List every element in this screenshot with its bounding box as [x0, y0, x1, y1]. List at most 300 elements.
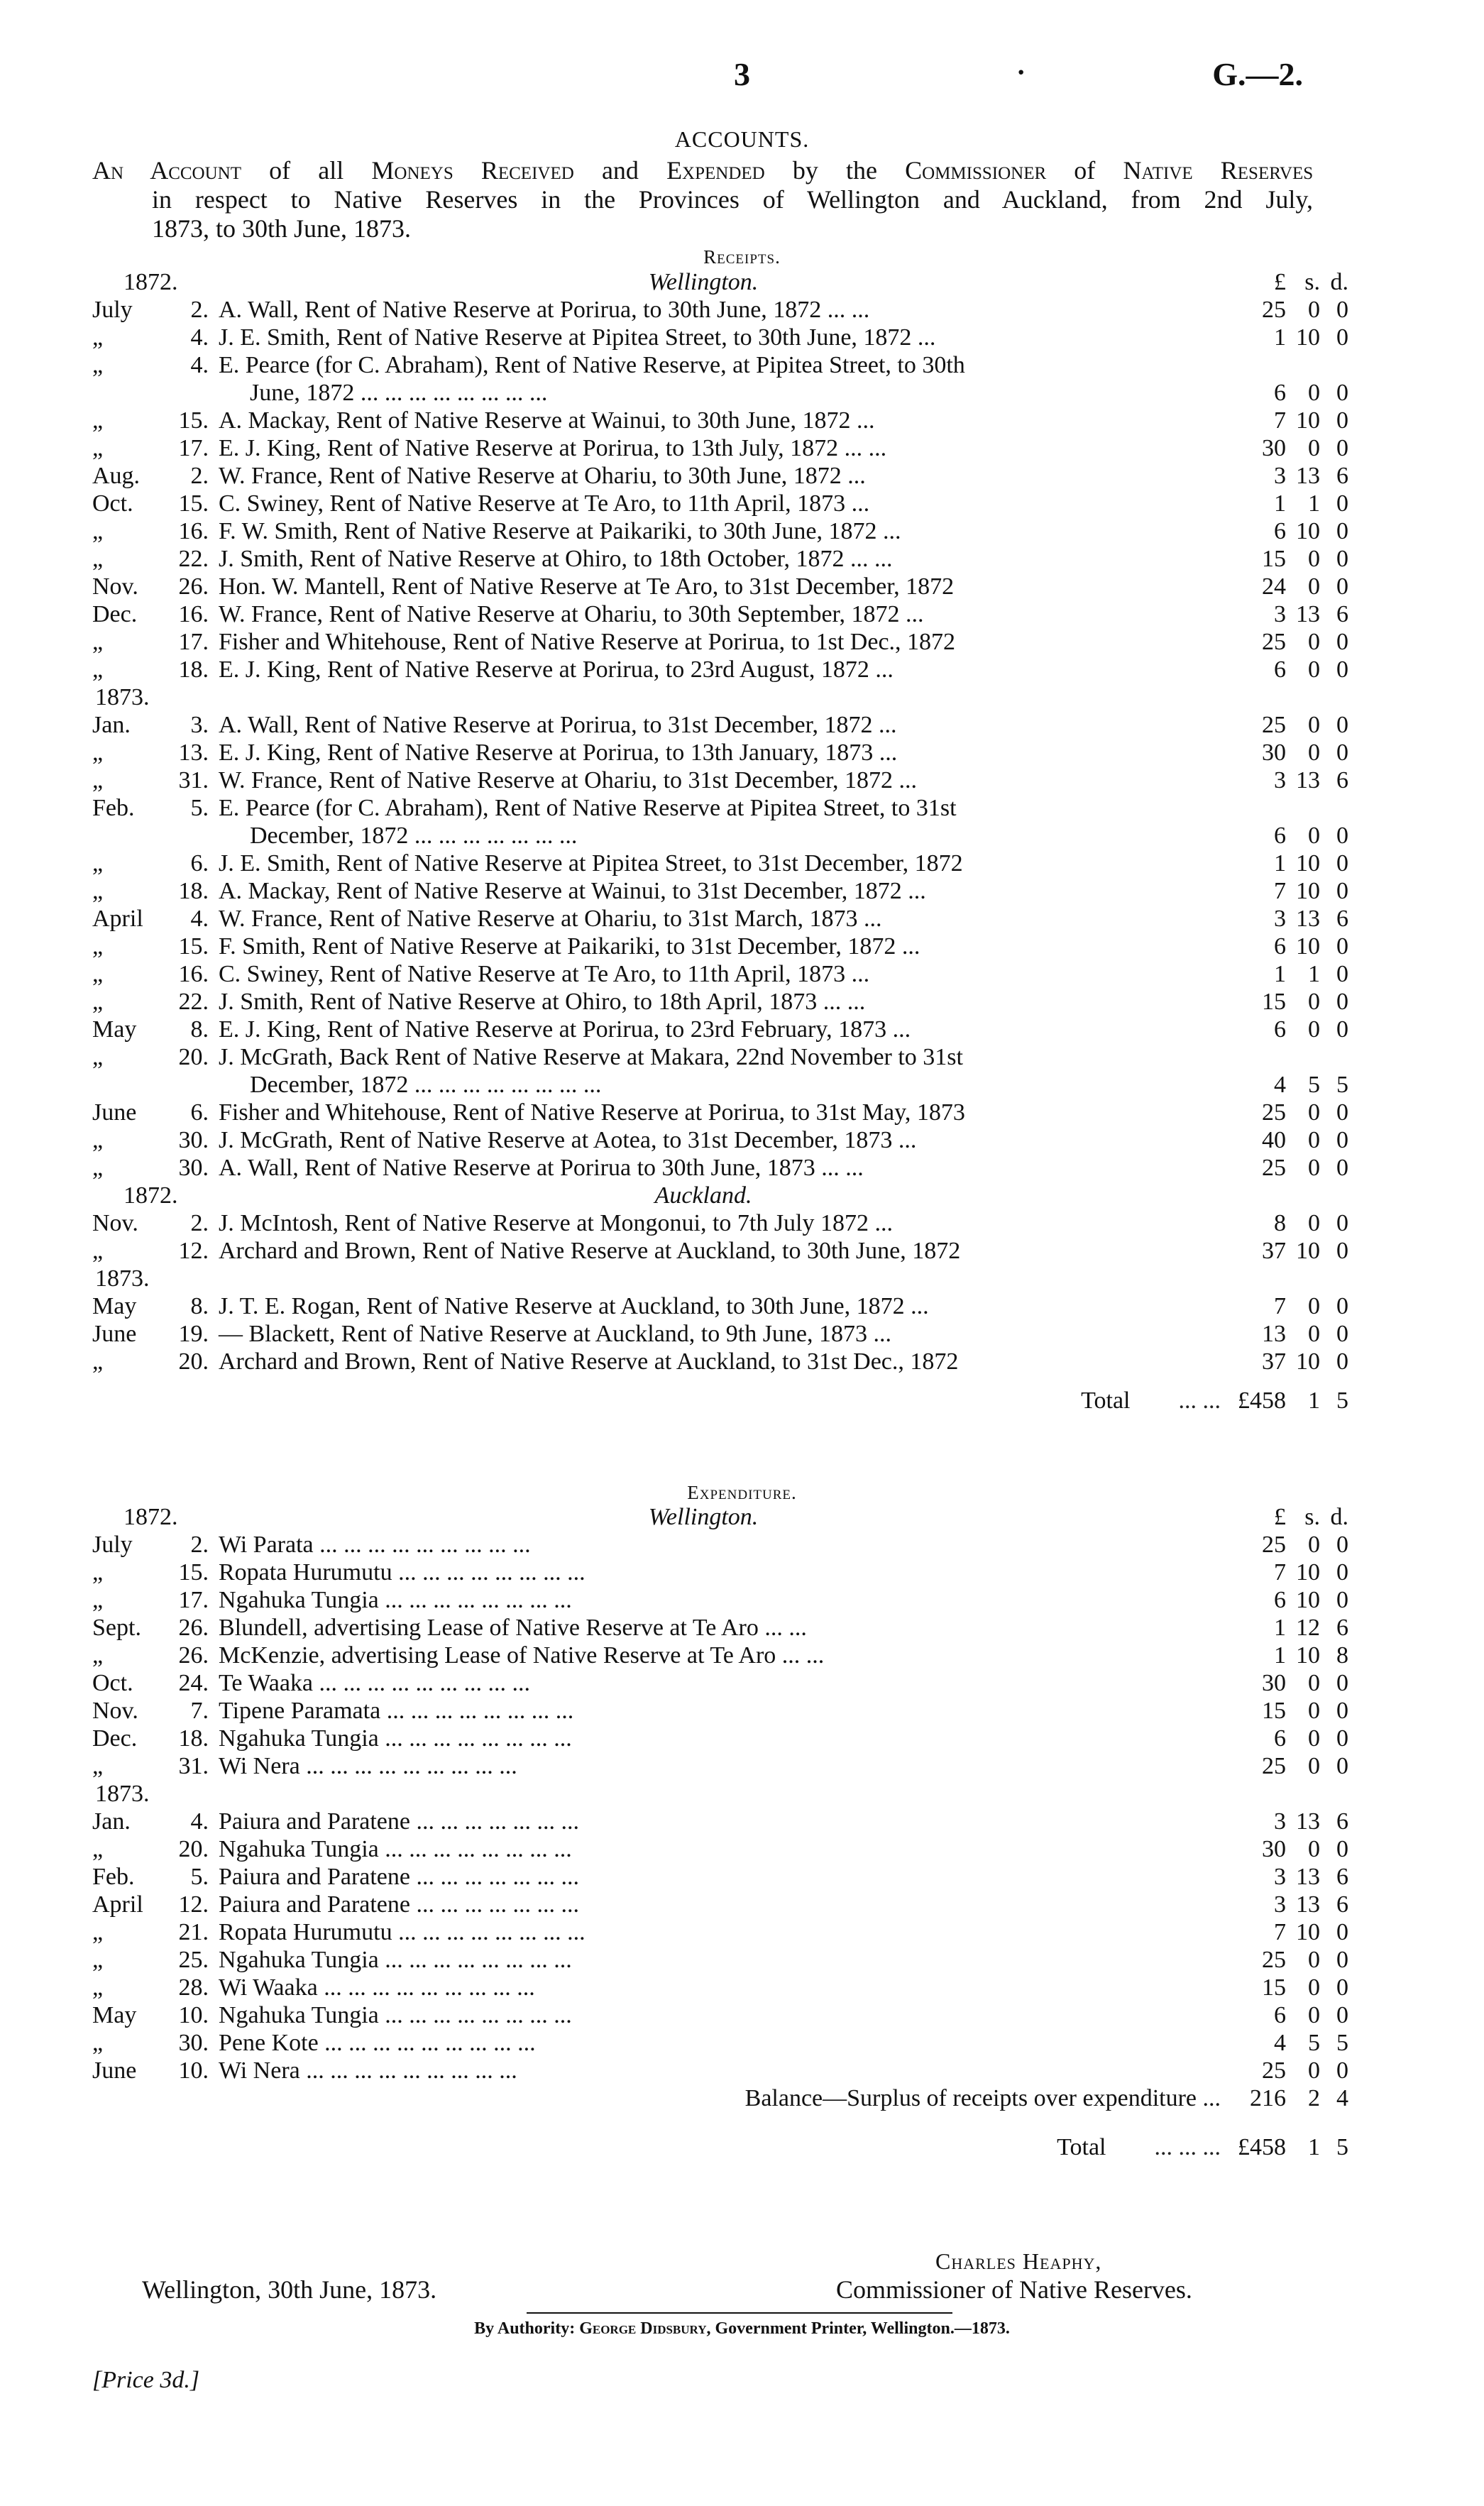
entry-pounds: 1 [1274, 961, 1286, 987]
entry-day: 6. [190, 850, 209, 876]
ledger-row [92, 1237, 1348, 1265]
entry-pounds: 3 [1274, 906, 1286, 932]
entry-description-line: W. France, Rent of Native Reserve at Ohariu, to 30th September, 1872 ... [219, 601, 924, 627]
entry-pence: 0 [1336, 1210, 1348, 1236]
entry-pounds: 37 [1262, 1238, 1286, 1264]
entry-day: 12. [178, 1238, 209, 1264]
entry-day: 17. [178, 629, 209, 655]
entry-pence: 0 [1336, 712, 1348, 738]
ledger-row [92, 1835, 1348, 1863]
entry-description [219, 1974, 1221, 2001]
ledger-row [92, 988, 1348, 1016]
expenditure-total-label: Total [1057, 2134, 1106, 2160]
entry-description-line: Te Waaka ... ... ... ... ... ... ... ... ... [219, 1670, 531, 1696]
entry-description-line: Fisher and Whitehouse, Rent of Native Reserve at Porirua, to 1st Dec., 1872 [219, 629, 956, 655]
entry-description-line: Pene Kote ... ... ... ... ... ... ... ... ... [219, 2030, 536, 2056]
receipts-year-1873: 1873. [95, 684, 150, 710]
entry-pence: 0 [1336, 933, 1348, 960]
entry-month: „ [92, 1559, 104, 1586]
entry-day: 20. [178, 1348, 209, 1375]
ledger-row [92, 296, 1348, 324]
entry-description-line: J. McGrath, Back Rent of Native Reserve at Makara, 22nd November to 31st [219, 1044, 963, 1070]
entry-description-line: Ngahuka Tungia ... ... ... ... ... ... ... ... [219, 1725, 572, 1752]
entry-day: 26. [178, 1642, 209, 1669]
entry-pence: 0 [1336, 1127, 1348, 1153]
entry-day: 7. [190, 1698, 209, 1724]
intro-line-2: in respect to Native Reserves in the Provinces of Wellington and Auckland, from 2nd July, [152, 185, 1313, 214]
entry-day: 18. [178, 1725, 209, 1752]
entry-shillings: 13 [1296, 601, 1320, 627]
entry-month: „ [92, 2030, 104, 2056]
entry-pounds: 30 [1262, 740, 1286, 766]
entry-shillings: 13 [1296, 906, 1320, 932]
entry-month: July [92, 297, 133, 323]
signatory-name: Charles Heaphy, [935, 2248, 1102, 2274]
entry-pounds: 15 [1262, 1698, 1286, 1724]
entry-shillings: 0 [1308, 712, 1320, 738]
ledger-row [92, 711, 1348, 739]
entry-description [219, 1320, 1221, 1348]
entry-description-line: J. E. Smith, Rent of Native Reserve at Pipitea Street, to 31st December, 1872 [219, 850, 963, 876]
expenditure-total-pence: 5 [1336, 2134, 1348, 2160]
entry-month: „ [92, 1238, 104, 1264]
receipts-total-shillings: 1 [1308, 1387, 1320, 1414]
entry-month: „ [92, 546, 104, 572]
entry-description-line: E. Pearce (for C. Abraham), Rent of Native Reserve at Pipitea Street, to 31st [219, 795, 957, 821]
entry-description-line: Ngahuka Tungia ... ... ... ... ... ... ... ... [219, 1947, 572, 1973]
entry-description-line: F. Smith, Rent of Native Reserve at Paikariki, to 31st December, 1872 ... [219, 933, 920, 960]
entry-pounds: 1 [1274, 1615, 1286, 1641]
entry-description-line: A. Wall, Rent of Native Reserve at Porirua to 30th June, 1873 ... ... [219, 1155, 864, 1181]
entry-shillings: 0 [1308, 1127, 1320, 1153]
entry-description [219, 1531, 1221, 1559]
entry-description-line: Tipene Paramata ... ... ... ... ... ... ... ... [219, 1698, 574, 1724]
entry-pence: 0 [1336, 1238, 1348, 1264]
entry-month: „ [92, 740, 104, 766]
receipts-heading: Receipts. [703, 246, 781, 268]
entry-pounds: 30 [1262, 1670, 1286, 1696]
entry-description [219, 434, 1221, 462]
ledger-row [92, 1348, 1348, 1375]
receipts-total-pounds: £458 [1238, 1387, 1286, 1414]
entry-shillings: 10 [1296, 518, 1320, 544]
entry-shillings: 10 [1296, 1559, 1320, 1586]
ledger-row [92, 1697, 1348, 1725]
entry-pence: 0 [1336, 407, 1348, 434]
entry-pence: 5 [1336, 2030, 1348, 2056]
receipts-total-row: Total ... ... £458 1 5 [92, 1381, 1314, 1421]
entry-day: 16. [178, 601, 209, 627]
entry-month: „ [92, 1642, 104, 1669]
entry-pence: 0 [1336, 1670, 1348, 1696]
entry-pence: 0 [1336, 740, 1348, 766]
entry-day: 2. [190, 1210, 209, 1236]
entry-day: 24. [178, 1670, 209, 1696]
entry-day: 2. [190, 297, 209, 323]
entry-pence: 0 [1336, 878, 1348, 904]
entry-pounds: 15 [1262, 989, 1286, 1015]
entry-pounds: 6 [1274, 1016, 1286, 1043]
entry-description [219, 711, 1221, 739]
receipts-wellington-1873 [92, 711, 1348, 1182]
entry-description [219, 351, 1221, 407]
entry-month: „ [92, 352, 104, 378]
entry-shillings: 0 [1308, 1725, 1320, 1752]
entry-description [219, 1946, 1221, 1974]
entry-pounds: 25 [1262, 712, 1286, 738]
entry-description [219, 407, 1221, 434]
entry-pounds: 1 [1274, 850, 1286, 876]
entry-pence: 0 [1336, 961, 1348, 987]
entry-description-line: J. Smith, Rent of Native Reserve at Ohiro, to 18th April, 1873 ... ... [219, 989, 866, 1015]
entry-pounds: 25 [1262, 2057, 1286, 2084]
entry-pence: 0 [1336, 1293, 1348, 1319]
entry-shillings: 0 [1308, 1099, 1320, 1126]
entry-day: 8. [190, 1016, 209, 1043]
ledger-row [92, 490, 1348, 517]
entry-pounds: 6 [1274, 2002, 1286, 2028]
entry-shillings: 0 [1308, 1210, 1320, 1236]
entry-shillings: 0 [1308, 1155, 1320, 1181]
entry-shillings: 10 [1296, 1238, 1320, 1264]
entry-shillings: 1 [1308, 961, 1320, 987]
entry-pounds: 13 [1262, 1321, 1286, 1347]
entry-description-line: J. Smith, Rent of Native Reserve at Ohiro, to 18th October, 1872 ... ... [219, 546, 893, 572]
entry-pounds: 30 [1262, 435, 1286, 461]
receipts-auckland-header: 1872. Auckland. [123, 1182, 752, 1209]
entry-description [219, 1835, 1221, 1863]
entry-day: 18. [178, 878, 209, 904]
entry-day: 22. [178, 989, 209, 1015]
entry-month: June [92, 1321, 137, 1347]
entry-month: Jan. [92, 712, 131, 738]
entry-shillings: 0 [1308, 1016, 1320, 1043]
entry-description-line: C. Swiney, Rent of Native Reserve at Te Aro, to 11th April, 1873 ... [219, 490, 870, 517]
entry-pounds: 6 [1274, 1725, 1286, 1752]
entry-day: 31. [178, 1753, 209, 1779]
entry-day: 20. [178, 1836, 209, 1862]
ledger-row [92, 1209, 1348, 1237]
entry-day: 4. [190, 352, 209, 378]
entry-shillings: 10 [1296, 1587, 1320, 1613]
entry-month: Nov. [92, 1210, 138, 1236]
entry-shillings: 0 [1308, 629, 1320, 655]
entry-pounds: 37 [1262, 1348, 1286, 1375]
entry-pence: 0 [1336, 1753, 1348, 1779]
entry-shillings: 13 [1296, 1864, 1320, 1890]
intro-line-1: An Account of all Moneys Received and Expended by the Commissioner of Native Reserves [92, 156, 1314, 185]
entry-description [219, 1099, 1221, 1126]
balance-shillings: 2 [1308, 2085, 1320, 2111]
balance-pence: 4 [1336, 2085, 1348, 2111]
entry-pence: 0 [1336, 1836, 1348, 1862]
entry-day: 15. [178, 407, 209, 434]
entry-day: 18. [178, 656, 209, 683]
entry-pence: 0 [1336, 1348, 1348, 1375]
entry-description [219, 1292, 1221, 1320]
printer-authority: By Authority: George Didsbury, Government Printer, Wellington.—1873. [474, 2319, 1010, 2338]
entry-month: June [92, 1099, 137, 1126]
entry-description [219, 2029, 1221, 2057]
entry-month: Aug. [92, 463, 141, 489]
ledger-row [92, 1154, 1348, 1182]
entry-day: 15. [178, 490, 209, 517]
entry-shillings: 1 [1308, 490, 1320, 517]
entry-month: May [92, 1016, 137, 1043]
entry-day: 4. [190, 1808, 209, 1835]
entry-pence: 0 [1336, 1559, 1348, 1586]
entry-day: 26. [178, 573, 209, 600]
entry-description-line: A. Wall, Rent of Native Reserve at Porirua, to 31st December, 1872 ... [219, 712, 897, 738]
entry-day: 28. [178, 1974, 209, 2001]
entry-day: 20. [178, 1044, 209, 1070]
entry-shillings: 10 [1296, 850, 1320, 876]
entry-description-line: W. France, Rent of Native Reserve at Ohariu, to 30th June, 1872 ... [219, 463, 866, 489]
ledger-row [92, 1974, 1348, 2001]
entry-day: 5. [190, 1864, 209, 1890]
entry-description [219, 1348, 1221, 1375]
entry-description-line: A. Mackay, Rent of Native Reserve at Wainui, to 31st December, 1872 ... [219, 878, 926, 904]
entry-pounds: 1 [1274, 324, 1286, 351]
entry-description [219, 1016, 1221, 1043]
ledger-row [92, 545, 1348, 573]
footer-rule [527, 2312, 952, 2314]
entry-description-line: Hon. W. Mantell, Rent of Native Reserve at Te Aro, to 31st December, 1872 [219, 573, 955, 600]
entry-pounds: 3 [1274, 1864, 1286, 1890]
entry-month: „ [92, 1753, 104, 1779]
entry-pence: 0 [1336, 518, 1348, 544]
page-number: 3 [734, 56, 750, 92]
entry-description [219, 1043, 1221, 1099]
expenditure-total-row: Total ... ... ... £458 1 5 [92, 2128, 1314, 2167]
entry-day: 2. [190, 463, 209, 489]
entry-description-line: Archard and Brown, Rent of Native Reserve at Auckland, to 30th June, 1872 [219, 1238, 961, 1264]
entry-day: 19. [178, 1321, 209, 1347]
entry-month: „ [92, 850, 104, 876]
entry-month: „ [92, 1155, 104, 1181]
entry-day: 10. [178, 2057, 209, 2084]
entry-day: 8. [190, 1293, 209, 1319]
balance-pounds: 216 [1250, 2085, 1286, 2111]
entry-pounds: 25 [1262, 1155, 1286, 1181]
ledger-row [92, 2029, 1348, 2057]
expenditure-heading: Expenditure. [687, 1482, 797, 1503]
entry-day: 31. [178, 767, 209, 793]
entry-month: April [92, 906, 143, 932]
entry-pounds: 7 [1274, 878, 1286, 904]
entry-month: Nov. [92, 573, 138, 600]
entry-day: 15. [178, 1559, 209, 1586]
entry-description [219, 850, 1221, 877]
ledger-row [92, 628, 1348, 656]
entry-pounds: 1 [1274, 490, 1286, 517]
entry-description [219, 1614, 1221, 1642]
ledger-row [92, 1586, 1348, 1614]
document-title: ACCOUNTS. [674, 126, 810, 152]
entry-pounds: 3 [1274, 767, 1286, 793]
entry-description-continuation: December, 1872 ... ... ... ... ... ... ... [250, 823, 578, 849]
entry-description [219, 1697, 1221, 1725]
entry-shillings: 10 [1296, 1348, 1320, 1375]
entry-pence: 0 [1336, 435, 1348, 461]
entry-pounds: 6 [1274, 656, 1286, 683]
entry-description [219, 1559, 1221, 1586]
entry-shillings: 0 [1308, 546, 1320, 572]
receipts-total-pence: 5 [1336, 1387, 1348, 1414]
entry-description [219, 739, 1221, 766]
entry-description [219, 545, 1221, 573]
ledger-row [92, 462, 1348, 490]
entry-description [219, 1209, 1221, 1237]
entry-description [219, 960, 1221, 988]
entry-description-line: Paiura and Paratene ... ... ... ... ... ... ... [219, 1808, 579, 1835]
entry-description-line: A. Mackay, Rent of Native Reserve at Wainui, to 30th June, 1872 ... [219, 407, 875, 434]
entry-description [219, 905, 1221, 933]
entry-pounds: 6 [1274, 380, 1286, 406]
entry-description-line: — Blackett, Rent of Native Reserve at Auckland, to 9th June, 1873 ... [219, 1321, 892, 1347]
ledger-row [92, 656, 1348, 683]
entry-description-line: Paiura and Paratene ... ... ... ... ... ... ... [219, 1891, 579, 1918]
entry-pence: 0 [1336, 2057, 1348, 2084]
entry-day: 13. [178, 740, 209, 766]
entry-description-line: J. T. E. Rogan, Rent of Native Reserve at Auckland, to 30th June, 1872 ... [219, 1293, 929, 1319]
ledger-row [92, 1099, 1348, 1126]
entry-pence: 0 [1336, 2002, 1348, 2028]
entry-pounds: 25 [1262, 1947, 1286, 1973]
entry-shillings: 10 [1296, 933, 1320, 960]
entry-shillings: 10 [1296, 1919, 1320, 1945]
entry-pounds: 4 [1274, 1072, 1286, 1098]
entry-shillings: 0 [1308, 1836, 1320, 1862]
entry-shillings: 13 [1296, 767, 1320, 793]
ledger-row [92, 766, 1348, 794]
signatory-title: Commissioner of Native Reserves. [836, 2275, 1192, 2304]
ledger-row [92, 573, 1348, 600]
entry-month: „ [92, 518, 104, 544]
entry-description-line: Ropata Hurumutu ... ... ... ... ... ... ... ... [219, 1919, 586, 1945]
entry-description-line: A. Wall, Rent of Native Reserve at Porirua, to 30th June, 1872 ... ... [219, 297, 870, 323]
entry-pence: 6 [1336, 1864, 1348, 1890]
entry-month: „ [92, 989, 104, 1015]
entry-month: „ [92, 407, 104, 434]
entry-month: Feb. [92, 795, 135, 821]
entry-description [219, 2001, 1221, 2029]
entry-pounds: 25 [1262, 297, 1286, 323]
price-note: [Price 3d.] [92, 2367, 200, 2393]
entry-shillings: 0 [1308, 2057, 1320, 2084]
expenditure-1873 [92, 1808, 1348, 2084]
entry-month: April [92, 1891, 143, 1918]
entry-description-line: Ropata Hurumutu ... ... ... ... ... ... ... ... [219, 1559, 586, 1586]
entry-pounds: 7 [1274, 1559, 1286, 1586]
entry-month: „ [92, 1974, 104, 2001]
ledger-row [92, 1808, 1348, 1835]
entry-pounds: 3 [1274, 1808, 1286, 1835]
ledger-row [92, 1614, 1348, 1642]
entry-day: 25. [178, 1947, 209, 1973]
entry-description-line: F. W. Smith, Rent of Native Reserve at Paikariki, to 30th June, 1872 ... [219, 518, 901, 544]
entry-shillings: 0 [1308, 380, 1320, 406]
entry-month: May [92, 1293, 137, 1319]
entry-description-continuation: December, 1872 ... ... ... ... ... ... ... ... [250, 1072, 602, 1098]
ledger-row [92, 1752, 1348, 1780]
ledger-row [92, 1725, 1348, 1752]
ledger-row [92, 407, 1348, 434]
entry-shillings: 0 [1308, 656, 1320, 683]
entry-month: „ [92, 1127, 104, 1153]
entry-shillings: 0 [1308, 1670, 1320, 1696]
entry-month: Jan. [92, 1808, 131, 1835]
entry-description [219, 1725, 1221, 1752]
entry-month: „ [92, 324, 104, 351]
entry-description [219, 2057, 1221, 2084]
entry-pence: 0 [1336, 1099, 1348, 1126]
entry-description-line: Ngahuka Tungia ... ... ... ... ... ... ... ... [219, 1836, 572, 1862]
entry-description-line: J. McIntosh, Rent of Native Reserve at Mongonui, to 7th July 1872 ... [219, 1210, 894, 1236]
entry-description [219, 1126, 1221, 1154]
ledger-row [92, 2001, 1348, 2029]
account-intro [92, 156, 1313, 243]
entry-description-line: Wi Nera ... ... ... ... ... ... ... ... ... [219, 1753, 517, 1779]
entry-shillings: 0 [1308, 1753, 1320, 1779]
entry-pounds: 3 [1274, 463, 1286, 489]
entry-month: Oct. [92, 1670, 133, 1696]
entry-description-line: J. E. Smith, Rent of Native Reserve at Pipitea Street, to 30th June, 1872 ... [219, 324, 936, 351]
entry-description-line: E. J. King, Rent of Native Reserve at Porirua, to 13th January, 1873 ... [219, 740, 898, 766]
entry-shillings: 0 [1308, 1947, 1320, 1973]
ledger-row [92, 324, 1348, 351]
entry-pounds: 7 [1274, 1919, 1286, 1945]
entry-month: May [92, 2002, 137, 2028]
entry-day: 16. [178, 518, 209, 544]
receipts-wellington-header: 1872. Wellington. £ s. d. [123, 269, 1348, 295]
entry-pence: 0 [1336, 656, 1348, 683]
entry-month: Oct. [92, 490, 133, 517]
entry-description [219, 1891, 1221, 1918]
entry-pounds: 7 [1274, 407, 1286, 434]
ledger-row [92, 933, 1348, 960]
entry-description [219, 324, 1221, 351]
balance-label: Balance—Surplus of receipts over expenditure ... [744, 2085, 1221, 2111]
ledger-row [92, 905, 1348, 933]
entry-day: 30. [178, 1155, 209, 1181]
entry-shillings: 0 [1308, 989, 1320, 1015]
ledger-row [92, 1863, 1348, 1891]
expenditure-year-1873: 1873. [95, 1781, 150, 1807]
entry-pence: 0 [1336, 850, 1348, 876]
entry-description-line: Wi Nera ... ... ... ... ... ... ... ... ... [219, 2057, 517, 2084]
entry-month: Dec. [92, 601, 138, 627]
entry-shillings: 0 [1308, 1698, 1320, 1724]
entry-description [219, 1642, 1221, 1669]
entry-shillings: 12 [1296, 1615, 1320, 1641]
entry-description [219, 1863, 1221, 1891]
entry-shillings: 5 [1308, 1072, 1320, 1098]
entry-pence: 0 [1336, 989, 1348, 1015]
entry-day: 4. [190, 324, 209, 351]
entry-pence: 0 [1336, 1698, 1348, 1724]
entry-pounds: 7 [1274, 1293, 1286, 1319]
entry-shillings: 13 [1296, 1808, 1320, 1835]
entry-month: July [92, 1532, 133, 1558]
entry-pounds: 25 [1262, 629, 1286, 655]
entry-month: „ [92, 435, 104, 461]
entry-description [219, 1237, 1221, 1265]
entry-description [219, 1154, 1221, 1182]
receipts-wellington-1872 [92, 296, 1348, 683]
entry-shillings: 10 [1296, 1642, 1320, 1669]
entry-month: „ [92, 933, 104, 960]
